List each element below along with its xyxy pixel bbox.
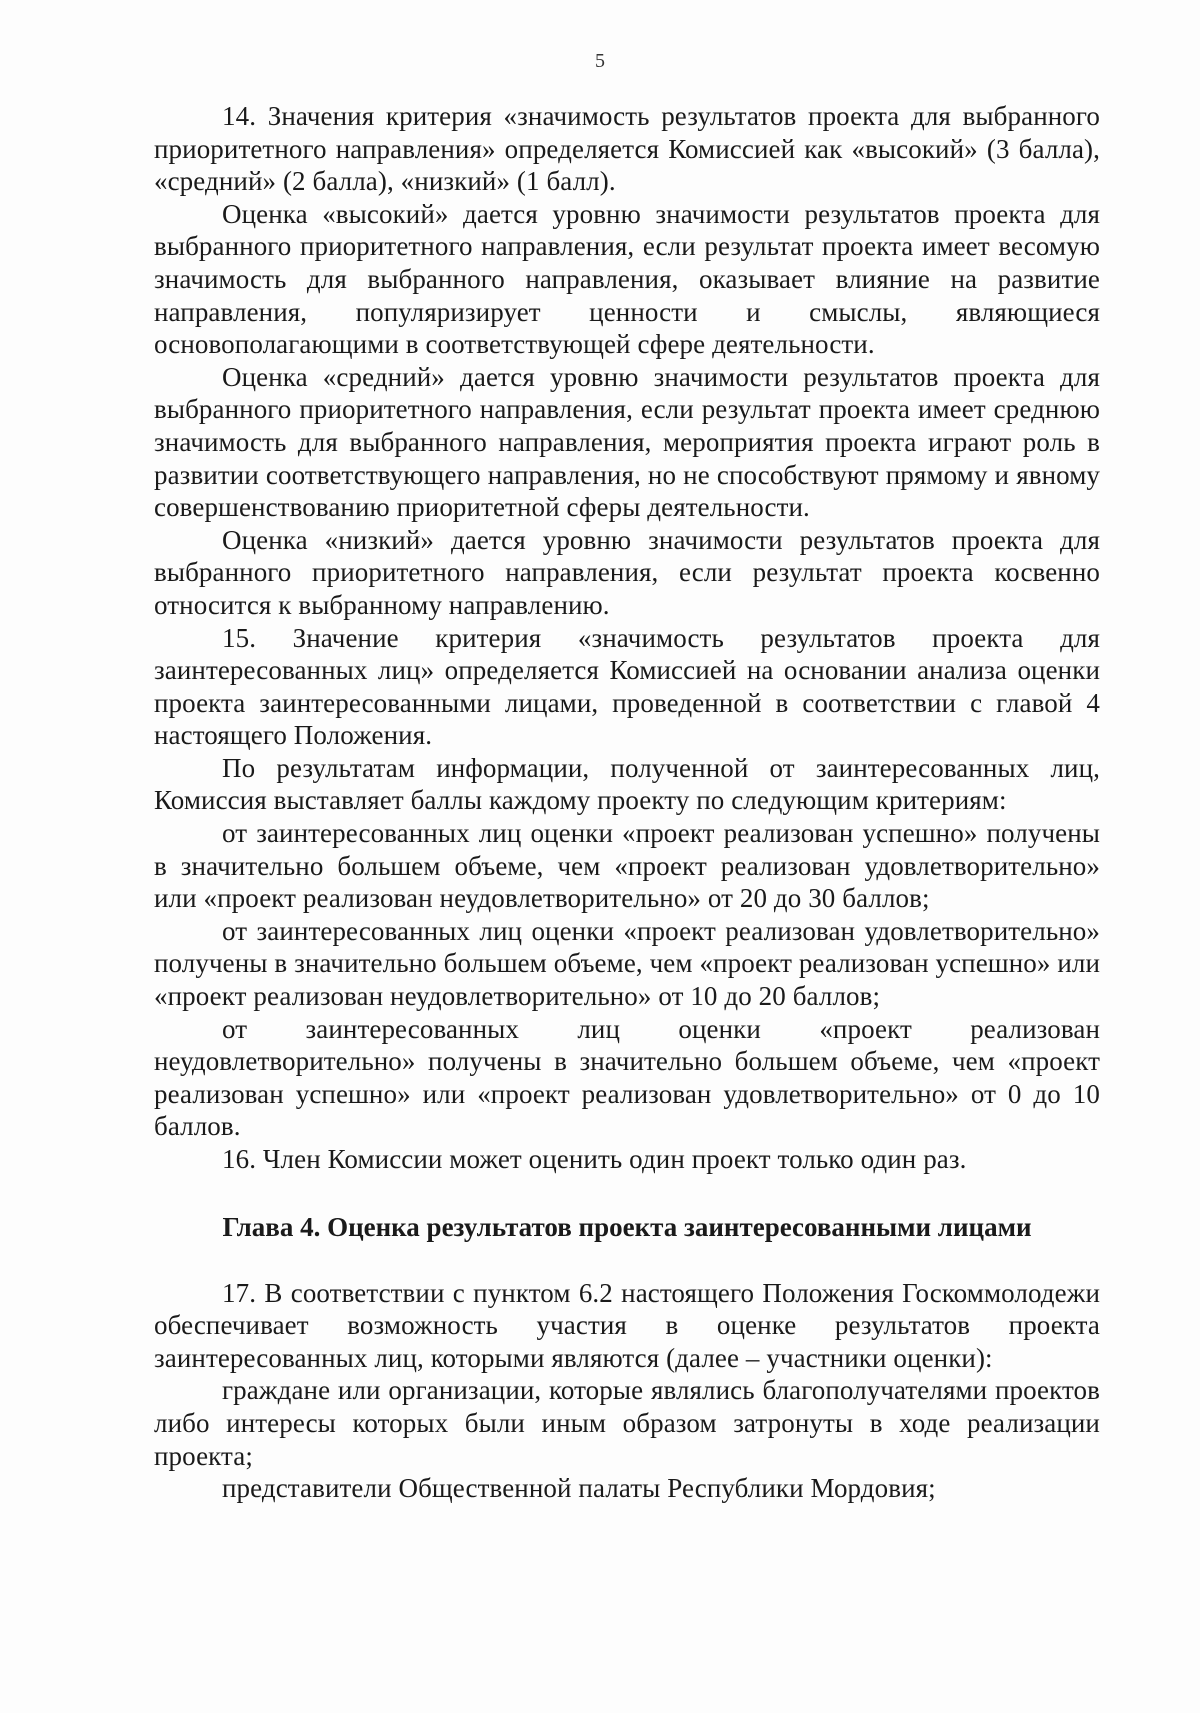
paragraph-17: 17. В соответствии с пунктом 6.2 настоящего Положения Госкоммолодежи обеспечивает возможность участия в оценке результатов проекта заинтересованных лиц, которыми являются (далее – участники оценки): [154,1277,1100,1373]
document-body [154,100,1100,1505]
page-number: 5 [595,50,605,72]
paragraph-16: 16. Член Комиссии может оценить один проект только один раз. [222,1144,967,1174]
chapter-heading: Глава 4. Оценка результатов проекта заинтересованными лицами [222,1211,1032,1242]
paragraph-low-rating: Оценка «низкий» дается уровню значимости результатов проекта для выбранного приоритетного направления, если результат проекта косвенно относится к выбранному направлению. [154,524,1100,620]
list-item-success-criterion: от заинтересованных лиц оценки «проект реализован успешно» получены в значительно большем объеме, чем «проект реализован удовлетворительно» или «проект реализован неудовлетворительно» от 20 до 30 баллов; [154,818,1100,914]
paragraph-medium-rating: Оценка «средний» дается уровню значимости результатов проекта для выбранного приоритетного направления, если результат проекта имеет среднюю значимость для выбранного направления, мероприятия проекта играют роль в развитии соответствующего направления, но не способствуют прямому и явному совершенствованию приоритетной сферы деятельности. [154,361,1100,523]
list-item-public-chamber: представители Общественной палаты Республики Мордовия; [222,1473,936,1504]
list-item-beneficiaries: граждане или организации, которые являлись благополучателями проектов либо интересы которых были иным образом затронуты в ходе реализации проекта; [154,1375,1100,1471]
paragraph-14: 14. Значения критерия «значимость результатов проекта для выбранного приоритетного направления» определяется Комиссией как «высокий» (3 балла), «средний» (2 балла), «низкий» (1 балл). [154,101,1100,197]
list-item-unsatisfactory-criterion: от заинтересованных лиц оценки «проект реализован неудовлетворительно» получены в значительно большем объеме, чем «проект реализован успешно» или «проект реализован удовлетворительно» от 0 до 10 баллов. [154,1013,1100,1142]
paragraph-15: 15. Значение критерия «значимость результатов проекта для заинтересованных лиц» определяется Комиссией на основании анализа оценки проекта заинтересованными лицами, проведенной в соответствии с главой 4 настоящего Положения. [154,622,1100,751]
paragraph-scoring-intro: По результатам информации, полученной от заинтересованных лиц, Комиссия выставляет баллы каждому проекту по следующим критериям: [154,752,1100,816]
list-item-satisfactory-criterion: от заинтересованных лиц оценки «проект реализован удовлетворительно» получены в значительно большем объеме, чем «проект реализован успешно» или «проект реализован неудовлетворительно» от 10 до 20 баллов; [154,915,1100,1012]
paragraph-high-rating: Оценка «высокий» дается уровню значимости результатов проекта для выбранного приоритетного направления, если результат проекта имеет весомую значимость для выбранного направления, оказывает влияние на развитие направления, популяризирует ценности и смыслы, являющиеся основополагающими в соответствующей сфере деятельности. [154,198,1100,360]
